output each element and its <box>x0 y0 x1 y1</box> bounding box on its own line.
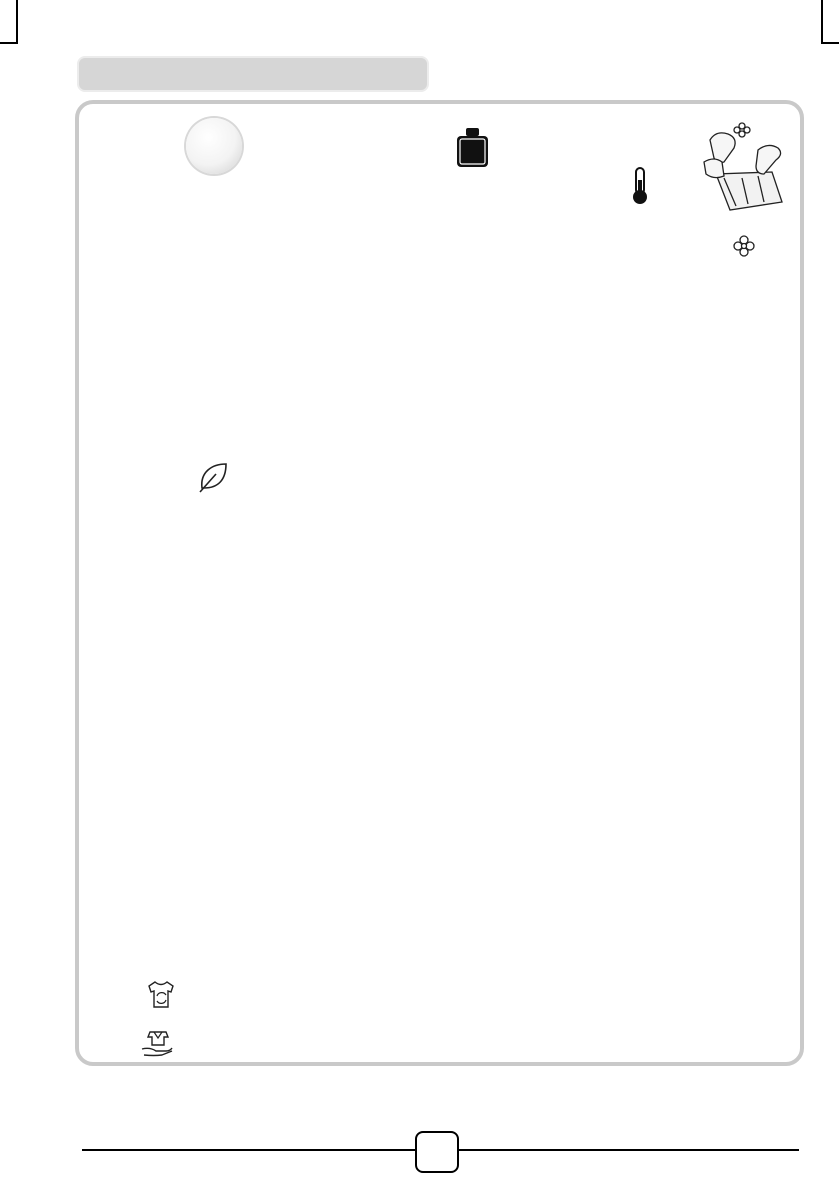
crop-mark-left-horizontal <box>0 42 16 44</box>
eco-20c-icon <box>196 462 236 496</box>
page-number-box <box>415 1131 459 1173</box>
programme-dial-icon <box>186 118 242 174</box>
footer-rule-left <box>82 1149 415 1151</box>
detergent-drawer-icon <box>702 122 792 216</box>
programme-table <box>75 100 804 1066</box>
shirt-refresh-icon <box>146 980 176 1010</box>
softener-flower-icon <box>733 235 755 257</box>
hand-care-icon <box>140 1029 176 1059</box>
crop-mark-left-vertical <box>16 0 18 44</box>
crop-mark-right-vertical <box>821 0 823 44</box>
weight-kg-icon <box>456 128 489 168</box>
section-title-bar <box>77 56 429 92</box>
footer-rule-right <box>459 1149 799 1151</box>
crop-mark-right-horizontal <box>823 42 839 44</box>
thermometer-icon <box>630 166 684 206</box>
